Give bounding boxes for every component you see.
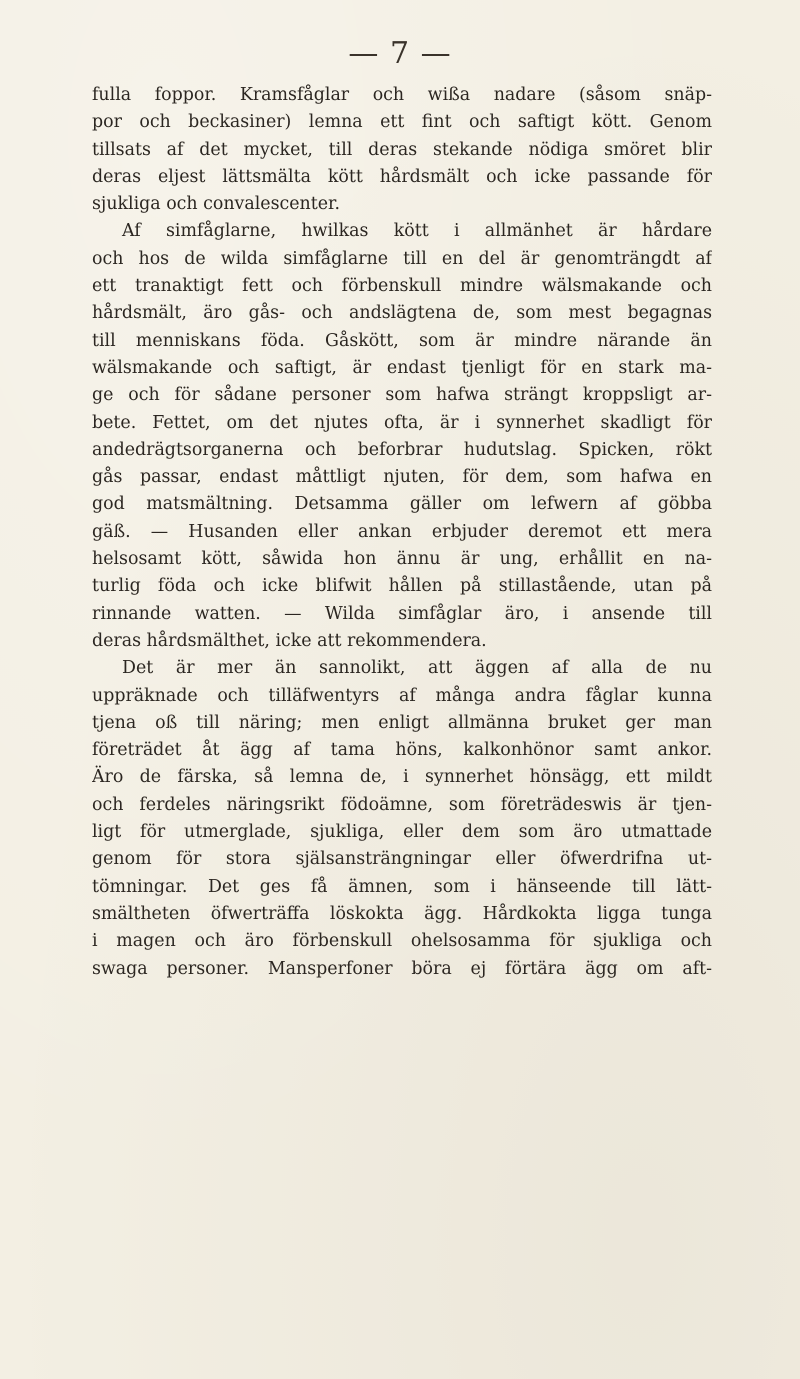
text-line: ligt för utmerglade, sjukliga, eller dem som äro utmattade <box>92 822 712 843</box>
text-line: swaga personer. Mansperfoner böra ej förtära ägg om aft- <box>92 958 712 979</box>
text-line: tömningar. Det ges få ämnen, som i hänseende till lätt- <box>92 876 712 897</box>
text-line: ge och för sådane personer som hafwa strängt kroppsligt ar- <box>92 385 712 406</box>
text-line: och ferdeles näringsrikt födoämne, som företrädeswis är tjen- <box>92 794 712 815</box>
text-line: och hos de wilda simfåglarne till en del är genomträngdt af <box>92 248 712 269</box>
text-line: företrädet åt ägg af tama höns, kalkonhönor samt ankor. <box>92 740 712 761</box>
text-line: ett tranaktigt fett och förbenskull mindre wälsmakande och <box>92 276 712 297</box>
text-line: smältheten öfwerträffa löskokta ägg. Hårdkokta ligga tunga <box>92 903 712 924</box>
text-line: gås passar, endast måttligt njuten, för dem, som hafwa en <box>92 467 712 488</box>
text-line: i magen och äro förbenskull ohelsosamma för sjukliga och <box>92 931 712 952</box>
text-line: bete. Fettet, om det njutes ofta, är i synnerhet skadligt för <box>92 412 712 433</box>
text-line: till menniskans föda. Gåskött, som är mindre närande än <box>92 330 712 351</box>
text-line: fulla foppor. Kramsfåglar och wißa nadare (såsom snäp- <box>92 85 712 105</box>
text-line: tjena oß till näring; men enligt allmänna bruket ger man <box>92 712 712 733</box>
text-line: Äro de färska, så lemna de, i synnerhet hönsägg, ett mildt <box>92 767 712 788</box>
text-line: wälsmakande och saftigt, är endast tjenligt för en stark ma- <box>92 357 712 378</box>
text-line: andedrägtsorganerna och beforbrar hudutslag. Spicken, rökt <box>92 439 712 460</box>
text-line: sjukliga och convalescenter. <box>92 194 340 215</box>
text-line: Af simfåglarne, hwilkas kött i allmänhet är hårdare <box>122 221 712 242</box>
text-line: turlig föda och icke blifwit hållen på stillastående, utan på <box>92 576 712 597</box>
text-line: por och beckasiner) lemna ett fint och saftigt kött. Genom <box>92 112 712 133</box>
body-text <box>92 82 712 983</box>
text-line: rinnande watten. — Wilda simfåglar äro, i ansende till <box>92 603 712 624</box>
text-line: hårdsmält, äro gås- och andslägtena de, som mest begagnas <box>92 303 712 324</box>
text-line: uppräknade och tilläfwentyrs af många andra fåglar kunna <box>92 685 712 706</box>
text-line: deras eljest lättsmälta kött hårdsmält och icke passande för <box>92 166 712 187</box>
text-line: genom för stora själsansträngningar eller öfwerdrifna ut- <box>92 849 712 870</box>
page-number: — 7 — <box>348 36 452 71</box>
text-line: tillsats af det mycket, till deras stekande nödiga smöret blir <box>92 139 712 160</box>
text-line: gäß. — Husanden eller ankan erbjuder deremot ett mera <box>92 521 712 542</box>
text-line: god matsmältning. Detsamma gäller om lefwern af göbba <box>92 494 712 515</box>
text-line: helsosamt kött, såwida hon ännu är ung, erhållit en na- <box>92 549 712 570</box>
text-line: Det är mer än sannolikt, att äggen af alla de nu <box>122 658 712 679</box>
text-line: deras hårdsmälthet, icke att rekommendera. <box>92 630 487 651</box>
